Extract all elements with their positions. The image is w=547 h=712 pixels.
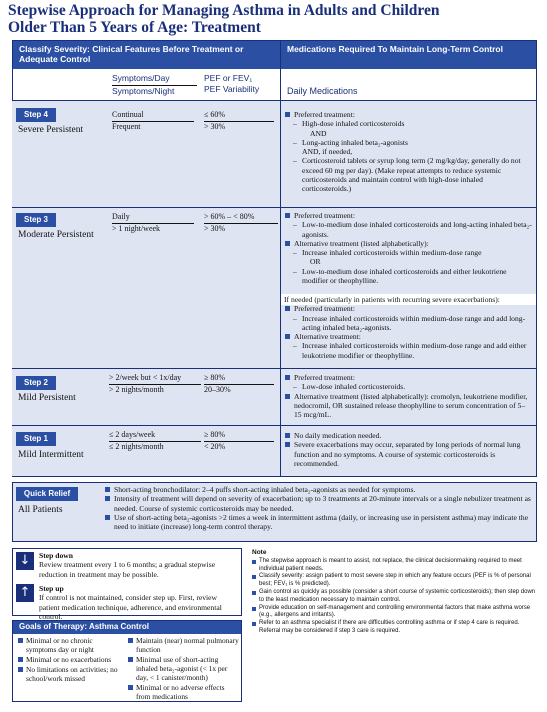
checkbox-icon xyxy=(128,685,133,690)
step4-day: Continual xyxy=(112,110,194,122)
step4-night: Frequent xyxy=(112,122,141,131)
step4-preferred: Preferred treatment: xyxy=(284,110,532,119)
checkbox-icon xyxy=(128,638,133,643)
step2-night: > 2 nights/month xyxy=(109,385,164,394)
col-pef-variability-label: PEF Variability xyxy=(204,84,260,94)
goal-text: Maintain (near) normal pulmonary function xyxy=(136,636,239,654)
step4-symptoms xyxy=(112,110,194,132)
step2-med-line: – Low-dose inhaled corticosteroids. xyxy=(284,382,532,391)
goal-item xyxy=(18,665,123,683)
note-item: Gain control as quickly as possible (consider a short course of systemic corticosteroids); then step down to the least medication necessary to maintain control. xyxy=(252,589,536,605)
quick-relief-badge: Quick Relief xyxy=(16,487,78,501)
checkbox-icon xyxy=(18,638,23,643)
step-up-description: If control is not maintained, consider step up. First, review patient medication technique, adherence, and environmental control. xyxy=(39,593,222,621)
step2-alternative: Alternative treatment (listed alphabetically): cromolyn, leukotriene modifier, nedocromil, OR sustained release theophylline to serum concentration of 5–15 mcg/mL. xyxy=(284,392,532,420)
arrow-down-icon: ↓ xyxy=(16,552,34,570)
severity-header: Classify Severity: Clinical Features Before Treatment or Adequate Control xyxy=(13,41,280,69)
step3-preferred: Preferred treatment: xyxy=(284,211,532,220)
step3-symptoms xyxy=(112,212,194,234)
quick-relief-item: Use of short-acting beta₂-agonists >2 times a week in intermittent asthma (daily, or increasing use in persistent asthma) may indicate the need to initiate (increase) long-term control therapy. xyxy=(104,513,534,532)
col-symptoms-night-label: Symptoms/Night xyxy=(112,86,175,96)
goal-text: Minimal or no chronic symptoms day or night xyxy=(26,636,94,654)
goal-item xyxy=(18,655,123,664)
goal-item xyxy=(128,655,240,682)
step3-preferred-2: Preferred treatment: xyxy=(284,304,532,313)
step-down-text xyxy=(39,551,239,579)
quick-relief-text xyxy=(104,485,534,531)
step2-pef xyxy=(204,373,274,395)
medications-header: Medications Required To Maintain Long-Term Control xyxy=(281,41,536,69)
step2-day: > 2/week but < 1x/day xyxy=(109,373,201,385)
step2-name: Mild Persistent xyxy=(18,393,76,403)
step1-badge: Step 1 xyxy=(16,432,56,446)
step2-symptoms xyxy=(109,373,201,395)
step1-pef-value: ≥ 80% xyxy=(204,430,274,442)
goal-text: No limitations on activities; no school/work missed xyxy=(26,665,118,683)
goals-col-a xyxy=(18,636,123,683)
step2-preferred: Preferred treatment: xyxy=(284,373,532,382)
step1-medications xyxy=(284,431,532,468)
step3-med-line: – Increase inhaled corticosteroids within medium-dose range and add long-acting inhaled beta₂-agonists. xyxy=(284,314,532,333)
note-item: The stepwise approach is meant to assist, not replace, the clinical decisionmaking required to meet individual patient needs. xyxy=(252,558,536,574)
goal-item xyxy=(18,636,123,654)
step-down-title: Step down xyxy=(39,551,73,560)
step3-or: OR xyxy=(310,257,321,267)
step4-variability: > 30% xyxy=(204,122,226,131)
step3-pef-value: > 60% – < 80% xyxy=(204,212,278,224)
step1-night: ≤ 2 nights/month xyxy=(109,442,164,451)
note-item: Classify severity: assign patient to most severe step in which any feature occurs (PEF is % of personal best; FEV₁ is % predicted). xyxy=(252,573,536,589)
quick-relief-item: Intensity of treatment will depend on severity of exacerbation; up to 3 treatments at 20-minute intervals or a single nebulizer treatment as needed. Course of systemic corticosteroids may be needed. xyxy=(104,494,534,513)
step1-variability: < 20% xyxy=(204,442,226,451)
step1-symptoms xyxy=(109,430,201,452)
step3-med-line: – Increase inhaled corticosteroids within medium-dose range and add either leukotriene modifier or theophylline. xyxy=(284,341,532,360)
step1-exacerbations: Severe exacerbations may occur, separated by long periods of normal lung function and no symptoms. A course of systemic corticosteroids is recommended. xyxy=(284,440,532,468)
col-pef-label: PEF or FEV₁ xyxy=(204,73,253,83)
step-down-description: Review treatment every 1 to 6 months; a gradual stepwise reduction in treatment may be possible. xyxy=(39,560,216,579)
step4-med-line: – Corticosteroid tablets or syrup long term (2 mg/kg/day, generally do not exceed 60 mg per day). (Make repeat attempts to reduce systemic corticosteroids and maintain control with high-dose inhaled corticosteroids.) xyxy=(284,156,532,193)
goal-text: Minimal or no adverse effects from medications xyxy=(136,683,225,701)
step3-day: Daily xyxy=(112,212,194,224)
note-item: Refer to an asthma specialist if there are difficulties controlling asthma or if step 4 care is required. Referral may be considered if step 3 care is required. xyxy=(252,620,536,636)
step4-and-if-needed: AND, if needed, xyxy=(302,147,353,157)
checkbox-icon xyxy=(128,657,133,662)
page-title xyxy=(8,2,538,36)
col-symptoms-day xyxy=(112,73,197,97)
col-pef xyxy=(204,73,278,95)
step3-med-line: – Low-to-medium dose inhaled corticosteroids and either leukotriene modifier or theophylline. xyxy=(284,267,532,286)
step4-badge: Step 4 xyxy=(16,108,56,122)
goal-item xyxy=(128,683,240,701)
title-line-1: Stepwise Approach for Managing Asthma in Adults and Children xyxy=(8,2,440,19)
step2-pef-value: ≥ 80% xyxy=(204,373,274,385)
step3-alternative: Alternative treatment (listed alphabetically): xyxy=(284,239,532,248)
step3-med-line: – Increase inhaled corticosteroids within medium-dose range xyxy=(284,248,532,257)
step-up-title: Step up xyxy=(39,584,64,593)
step3-alternative-2: Alternative treatment: xyxy=(284,332,532,341)
goals-header: Goals of Therapy: Asthma Control xyxy=(13,621,241,634)
step3-badge: Step 3 xyxy=(16,213,56,227)
step4-med-line: – High-dose inhaled corticosteroids xyxy=(284,119,532,128)
step4-and: AND xyxy=(310,128,327,138)
goal-item xyxy=(128,636,240,654)
step3-med-line: – Low-to-medium dose inhaled corticosteroids and long-acting inhaled beta₂-agonists. xyxy=(284,220,532,239)
step3-variability: > 30% xyxy=(204,224,226,233)
step3-if-needed xyxy=(284,295,532,360)
step4-med-line: – Long-acting inhaled beta₂-agonists xyxy=(284,138,532,147)
step3-if-needed-label: If needed (particularly in patients with recurring severe exacerbations): xyxy=(284,295,500,304)
step1-day: ≤ 2 days/week xyxy=(109,430,201,442)
checkbox-icon xyxy=(18,657,23,662)
quick-relief-item: Short-acting bronchodilator: 2–4 puffs short-acting inhaled beta₂-agonists as needed for symptoms. xyxy=(104,485,534,494)
step1-no-daily: No daily medication needed. xyxy=(284,431,532,440)
step3-name: Moderate Persistent xyxy=(18,230,94,240)
step2-variability: 20–30% xyxy=(204,385,231,394)
step3-medications xyxy=(284,211,532,285)
step3-night: > 1 night/week xyxy=(112,224,161,233)
step3-pef xyxy=(204,212,278,234)
goal-text: Minimal use of short-acting inhaled beta₂-agonist (< 1x per day, < 1 canister/month) xyxy=(136,655,228,682)
step4-medications xyxy=(284,110,532,194)
checkbox-icon xyxy=(18,667,23,672)
step4-name: Severe Persistent xyxy=(18,125,84,135)
note-section xyxy=(252,549,536,636)
goal-text: Minimal or no exacerbations xyxy=(26,655,112,664)
step4-pef xyxy=(204,110,274,132)
note-header: Note xyxy=(252,549,267,556)
col-daily-medications: Daily Medications xyxy=(287,86,358,96)
arrow-up-icon: ↑ xyxy=(16,584,34,602)
step4-pef-value: ≤ 60% xyxy=(204,110,274,122)
step2-badge: Step 2 xyxy=(16,376,56,390)
note-item: Provide education on self-management and controlling environmental factors that make asthma worse (e.g., allergens and irritants). xyxy=(252,605,536,621)
title-line-2: Older Than 5 Years of Age: Treatment xyxy=(8,19,261,36)
quick-relief-label: All Patients xyxy=(18,505,63,515)
step1-name: Mild Intermittent xyxy=(18,450,84,460)
goals-col-b xyxy=(128,636,240,701)
col-symptoms-day-label: Symptoms/Day xyxy=(112,73,197,86)
step1-pef xyxy=(204,430,274,452)
step-up-text xyxy=(39,584,239,621)
step2-medications xyxy=(284,373,532,419)
